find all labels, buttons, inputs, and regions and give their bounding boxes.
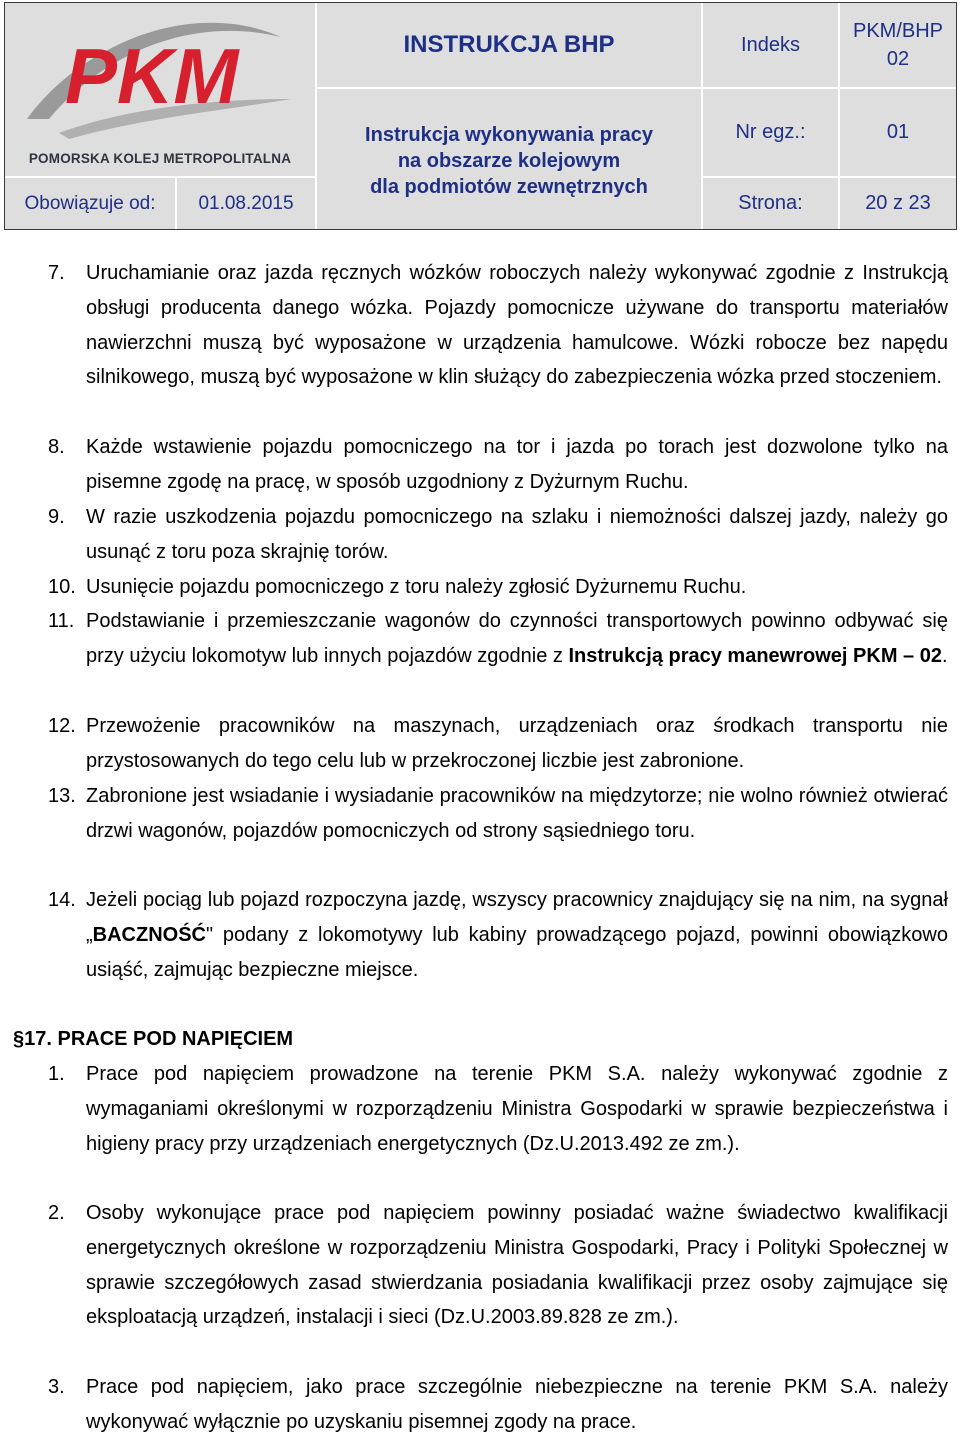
- section-heading: §17. PRACE POD NAPIĘCIEM: [13, 1028, 294, 1050]
- list-item-text: Prace pod napięciem prowadzone na terenie PKM S.A. należy wykonywać zgodnie z wymaganiami określonymi w rozporządzeniu Ministra Gospodarki w sprawie bezpieczeństwa i higieny pracy przy urządzeniach energetycznych (Dz.U.2013.492 ze zm.).: [86, 1063, 948, 1155]
- subtitle-line3: dla podmiotów zewnętrznych: [370, 176, 648, 198]
- index-value-line2: 02: [886, 48, 910, 70]
- doc-subtitle: [317, 89, 701, 229]
- list-item-number: 8.: [48, 436, 65, 458]
- logo-cell: [5, 3, 315, 176]
- index-value-line1: PKM/BHP: [852, 20, 944, 42]
- list-item-number: 13.: [48, 785, 76, 807]
- list-item-text: Usunięcie pojazdu pomocniczego z toru należy zgłosić Dyżurnemu Ruchu.: [86, 576, 747, 598]
- list-item-text: Zabronione jest wsiadanie i wysiadanie pracowników na międzytorze; nie wolno również otwierać drzwi wagonów, pojazdów pomocniczych od strony sąsiedniego toru.: [86, 785, 948, 842]
- list-item-text: Prace pod napięciem, jako prace szczególnie niebezpieczne na terenie PKM S.A. należy wykonywać wyłącznie po uzyskaniu pisemnej zgody na prace.: [86, 1376, 948, 1433]
- list-item: [48, 256, 948, 395]
- list-item: [48, 1057, 948, 1161]
- list-item: [48, 779, 948, 849]
- list-item-number: 1.: [48, 1063, 65, 1085]
- index-value: [840, 3, 956, 87]
- list-item-text: Osoby wykonujące prace pod napięciem powinny posiadać ważne świadectwo kwalifikacji energetycznych określone w rozporządzeniu Ministra Gospodarki, Pracy i Polityki Społecznej w sprawie szczegółowych zasad stwierdzania posiadania kwalifikacji przez osoby zajmujące się eksploatacją urządzeń, instalacji i sieci (Dz.U.2003.89.828 ze zm.).: [86, 1202, 948, 1329]
- copy-label: Nr egz.:: [703, 89, 838, 176]
- list-item-number: 12.: [48, 715, 76, 737]
- index-label: Indeks: [703, 3, 838, 87]
- list-item-text: Każde wstawienie pojazdu pomocniczego na tor i jazda po torach jest dozwolone tylko na pisemne zgodę na pracę, w sposób uzgodniony z Dyżurnym Ruchu.: [86, 436, 948, 493]
- list-item-text: [86, 883, 948, 987]
- list-item: [48, 570, 948, 605]
- text-part: " podany z lokomotywy lub kabiny prowadzącego pojazd, powinni obowiązkowo usiąść, zajmując bezpieczne miejsce.: [86, 923, 948, 981]
- list-item-text: Przewożenie pracowników na maszynach, urządzeniach oraz środkach transportu nie przystosowanych do tego celu lub w przekroczonej liczbie jest zabronione.: [86, 715, 948, 772]
- list-item: [48, 500, 948, 570]
- logo-text: PKM: [65, 32, 239, 120]
- list-item-number: 10.: [48, 576, 76, 598]
- document-header: [4, 2, 957, 230]
- text-bold-part: BACZNOŚĆ: [92, 923, 207, 946]
- text-bold-part: Instrukcją pracy manewrowej PKM – 02: [568, 644, 942, 667]
- subtitle-line2: na obszarze kolejowym: [397, 150, 621, 172]
- list-item-number: 11.: [48, 610, 75, 632]
- list-item: [48, 709, 948, 779]
- list-item: [48, 1196, 948, 1335]
- page-number: 20 z 23: [840, 178, 956, 229]
- text-part: Jeżeli pociąg lub pojazd rozpoczyna jazdę, wszyscy pracownicy znajdujący się na nim, na sygnał „: [86, 889, 948, 946]
- list-item: [48, 1370, 948, 1440]
- list-item: [48, 430, 948, 500]
- list-item-text: W razie uszkodzenia pojazdu pomocniczego na szlaku i niemożności dalszej jazdy, należy go usunąć z toru poza skrajnię torów.: [86, 506, 948, 563]
- valid-from-label: Obowiązuje od:: [5, 178, 175, 229]
- valid-from-value: 01.08.2015: [177, 178, 315, 229]
- list-item: [48, 604, 948, 674]
- list-item-number: 14.: [48, 889, 76, 911]
- list-item-number: 2.: [48, 1202, 65, 1224]
- subtitle-line1: Instrukcja wykonywania pracy: [365, 124, 653, 146]
- pkm-logo-icon: [19, 7, 301, 153]
- doc-title: INSTRUKCJA BHP: [317, 3, 701, 87]
- page-label: Strona:: [703, 178, 838, 229]
- list-item-text: Uruchamianie oraz jazda ręcznych wózków roboczych należy wykonywać zgodnie z Instrukcją obsługi producenta danego wózka. Pojazdy pomocnicze używane do transportu materiałów nawierzchni muszą być wyposażone w urządzenia hamulcowe. Wózki robocze bez napędu silnikowego, muszą być wyposażone w klin służący do zabezpieczenia wózka przed stoczeniem.: [86, 262, 948, 389]
- list-item-number: 9.: [48, 506, 65, 528]
- list-item-text: [86, 604, 948, 674]
- list-item: [48, 883, 948, 987]
- list-item-number: 7.: [48, 262, 65, 284]
- copy-value: 01: [840, 89, 956, 176]
- list-item-number: 3.: [48, 1376, 65, 1398]
- logo-subtitle: POMORSKA KOLEJ METROPOLITALNA: [28, 151, 292, 166]
- text-part: Podstawianie i przemieszczanie wagonów do czynności transportowych powinno odbywać się przy użyciu lokomotyw lub innych pojazdów zgodnie z: [86, 610, 948, 667]
- text-part: .: [941, 644, 948, 667]
